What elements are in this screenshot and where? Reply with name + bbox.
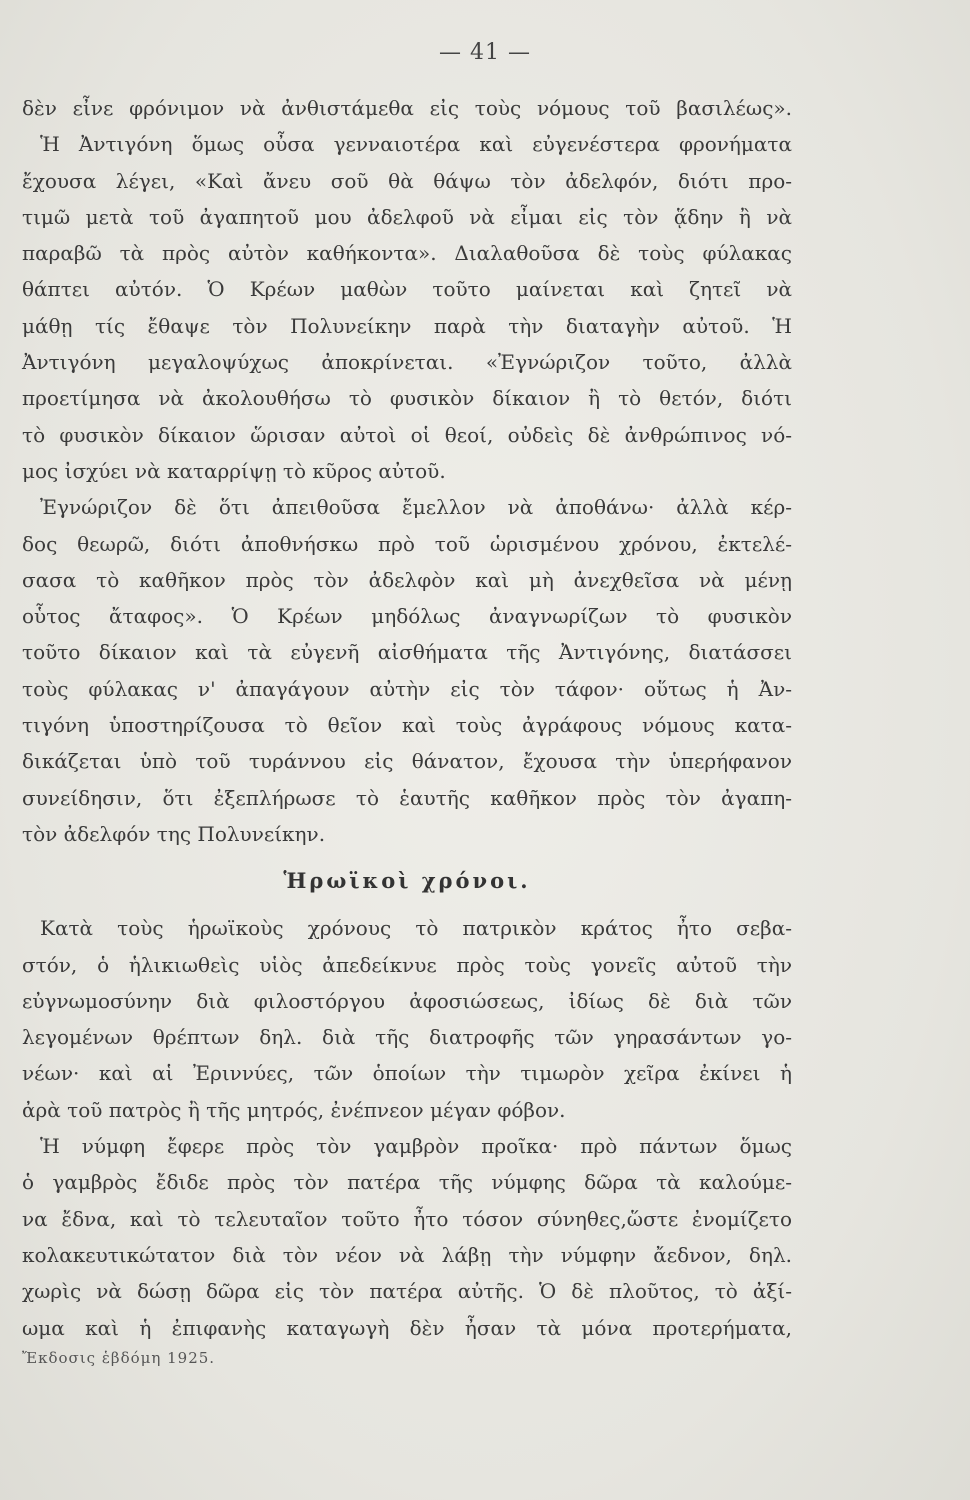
- text-line: δικάζεται ὑπὸ τοῦ τυράννου εἰς θάνατον, ἔχουσα τὴν ὑπερήφανον: [22, 749, 792, 774]
- text-line: σασα τὸ καθῆκον πρὸς τὸν ἀδελφὸν καὶ μὴ ἀνεχθεῖσα νὰ μένῃ: [22, 567, 792, 592]
- text-line: να ἔδνα, καὶ τὸ τελευταῖον τοῦτο ἦτο τόσον σύνηθες,ὥστε ἐνομίζετο: [22, 1206, 792, 1231]
- text-line: εὐγνωμοσύνην διὰ φιλοστόργου ἀφοσιώσεως, ἰδίως δὲ διὰ τῶν: [22, 988, 792, 1013]
- text-line: Ἀντιγόνη μεγαλοψύχως ἀποκρίνεται. «Ἐγνώριζον τοῦτο, ἀλλὰ: [22, 350, 792, 375]
- text-line: κολακευτικώτατον διὰ τὸν νέον νὰ λάβῃ τὴν νύμφην ἄεδνον, δηλ.: [22, 1242, 792, 1267]
- text-line: ὁ γαμβρὸς ἔδιδε πρὸς τὸν πατέρα τῆς νύμφης δῶρα τὰ καλούμε-: [22, 1170, 792, 1195]
- text-line: ἀρὰ τοῦ πατρὸς ἢ τῆς μητρός, ἐνέπνεον μέγαν φόβον.: [22, 1097, 566, 1122]
- text-line: Ἡ νύμφη ἔφερε πρὸς τὸν γαμβρὸν προῖκα· πρὸ πάντων ὅμως: [40, 1134, 792, 1159]
- text-line: στόν, ὁ ἡλικιωθεὶς υἱὸς ἀπεδείκνυε πρὸς τοὺς γονεῖς αὐτοῦ τὴν: [22, 952, 792, 977]
- section-heading: Ἡρωϊκοὶ χρόνοι.: [283, 868, 531, 894]
- paragraph-1: [22, 90, 792, 489]
- text-line: τιγόνη ὑποστηρίζουσα τὸ θεῖον καὶ τοὺς ἀγράφους νόμους κατα-: [22, 713, 792, 738]
- page-number: — 41 —: [439, 40, 531, 65]
- paragraph-2: [22, 489, 792, 852]
- text-line: παραβῶ τὰ πρὸς αὐτὸν καθήκοντα». Διαλαθοῦσα δὲ τοὺς φύλακας: [22, 241, 792, 266]
- text-line: οὗτος ἄταφος». Ὁ Κρέων μηδόλως ἀναγνωρίζων τὸ φυσικὸν: [22, 604, 792, 629]
- body-text: [22, 90, 792, 1370]
- text-line: λεγομένων θρέπτων δηλ. διὰ τῆς διατροφῆς τῶν γηρασάντων γο-: [22, 1025, 792, 1050]
- text-line: τοὺς φύλακας ν' ἀπαγάγουν αὐτὴν εἰς τὸν τάφον· οὕτως ἡ Ἀν-: [22, 676, 792, 701]
- text-line: Ἐγνώριζον δὲ ὅτι ἀπειθοῦσα ἔμελλον νὰ ἀποθάνω· ἀλλὰ κέρ-: [40, 495, 792, 520]
- text-line: τιμῶ μετὰ τοῦ ἀγαπητοῦ μου ἀδελφοῦ νὰ εἶμαι εἰς τὸν ᾅδην ἢ νὰ: [22, 204, 792, 229]
- text-line: ωμα καὶ ἡ ἐπιφανὴς καταγωγὴ δὲν ἦσαν τὰ μόνα προτερήματα,: [22, 1315, 792, 1340]
- text-line: δος θεωρῶ, διότι ἀποθνήσκω πρὸ τοῦ ὡρισμένου χρόνου, ἐκτελέ-: [22, 531, 792, 556]
- text-line: Ἡ Ἀντιγόνη ὅμως οὖσα γενναιοτέρα καὶ εὐγενέστερα φρονήματα: [40, 132, 792, 157]
- text-line: δὲν εἶνε φρόνιμον νὰ ἀνθιστάμεθα εἰς τοὺς νόμους τοῦ βασιλέως».: [22, 96, 792, 120]
- edition-footnote: Ἔκδοσις ἑβδόμη 1925.: [22, 1348, 216, 1367]
- text-line: μος ἰσχύει νὰ καταρρίψῃ τὸ κῦρος αὐτοῦ.: [22, 458, 446, 483]
- text-line: ἔχουσα λέγει, «Καὶ ἄνευ σοῦ θὰ θάψω τὸν ἀδελφόν, διότι προ-: [22, 168, 792, 193]
- text-line: χωρὶς νὰ δώσῃ δῶρα εἰς τὸν πατέρα αὐτῆς. Ὁ δὲ πλοῦτος, τὸ ἀξί-: [22, 1279, 792, 1304]
- text-line: μάθῃ τίς ἔθαψε τὸν Πολυνείκην παρὰ τὴν διαταγὴν αὐτοῦ. Ἡ: [22, 313, 792, 338]
- paragraph-3: [22, 910, 792, 1128]
- text-line: τοῦτο δίκαιον καὶ τὰ εὐγενῆ αἰσθήματα τῆς Ἀντιγόνης, διατάσσει: [22, 640, 792, 665]
- text-line: συνείδησιν, ὅτι ἐξεπλήρωσε τὸ ἑαυτῆς καθῆκον πρὸς τὸν ἀγαπη-: [22, 785, 792, 810]
- text-line: τὸ φυσικὸν δίκαιον ὥρισαν αὐτοὶ οἱ θεοί, οὐδεὶς δὲ ἀνθρώπινος νό-: [22, 422, 792, 447]
- text-line: θάπτει αὐτόν. Ὁ Κρέων μαθὼν τοῦτο μαίνεται καὶ ζητεῖ νὰ: [22, 277, 792, 302]
- text-line: τὸν ἀδελφόν της Πολυνείκην.: [22, 821, 326, 846]
- paragraph-4: [22, 1128, 792, 1346]
- text-line: Κατὰ τοὺς ἡρωϊκοὺς χρόνους τὸ πατρικὸν κράτος ἦτο σεβα-: [40, 916, 792, 941]
- text-line: προετίμησα νὰ ἀκολουθήσω τὸ φυσικὸν δίκαιον ἢ τὸ θετόν, διότι: [22, 386, 792, 411]
- text-line: νέων· καὶ αἱ Ἐριννύες, τῶν ὁποίων τὴν τιμωρὸν χεῖρα ἐκίνει ἡ: [22, 1061, 792, 1086]
